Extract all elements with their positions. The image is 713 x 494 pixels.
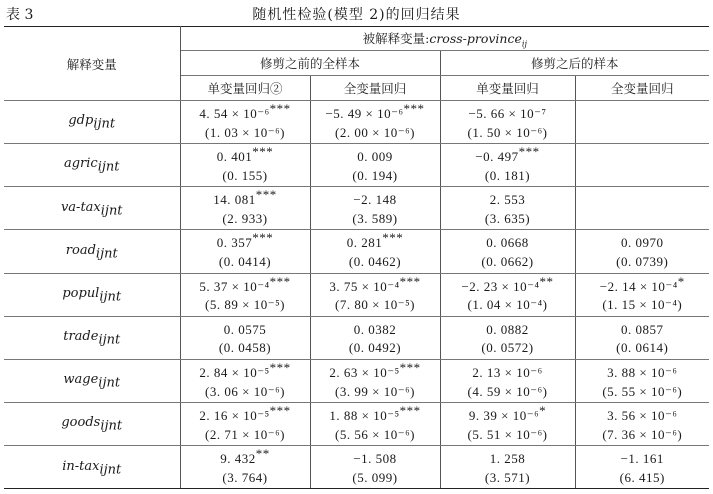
coef-cell [310, 101, 440, 123]
variable-name: in-tax [62, 458, 100, 474]
std-error-cell [310, 381, 440, 403]
variable-name: popul [62, 285, 100, 301]
significance-stars: *** [399, 359, 421, 375]
col-all-before: 全变量回归 [310, 76, 440, 101]
std-error-cell [180, 122, 310, 144]
coefficient: 0. 401 [216, 149, 253, 165]
coefficient: 4. 54 × 10⁻⁶ [199, 106, 270, 122]
coefficient: 0. 0668 [486, 235, 529, 251]
coef-cell [575, 446, 709, 468]
coefficient: 2. 84 × 10⁻⁵ [199, 365, 270, 381]
std-error: (3. 06 × 10⁻⁶) [205, 383, 285, 399]
coef-cell [310, 446, 440, 468]
std-error: (2. 00 × 10⁻⁶) [335, 124, 415, 140]
coefficient: 2. 16 × 10⁻⁵ [199, 408, 270, 424]
coef-cell [180, 101, 310, 123]
coef-cell [310, 144, 440, 166]
variable-name: trade [63, 329, 99, 345]
coef-cell [440, 316, 575, 338]
significance-stars: *** [252, 230, 274, 246]
coefficient: −2. 148 [353, 192, 397, 208]
coef-cell [575, 144, 709, 166]
significance-stars: * [677, 273, 685, 289]
std-error: (0. 0462) [348, 254, 402, 270]
variable-name-cell [4, 446, 180, 489]
coef-cell [575, 316, 709, 338]
std-error: (7. 80 × 10⁻⁵) [335, 297, 415, 313]
std-error: (3. 571) [484, 469, 531, 485]
std-error: (0. 0572) [481, 340, 534, 356]
coef-cell [575, 230, 709, 252]
std-error: (2. 933) [222, 210, 268, 226]
variable-name-cell [4, 316, 180, 359]
table-row [4, 144, 709, 166]
std-error: (5. 89 × 10⁻⁵) [205, 297, 285, 313]
std-error-cell [180, 338, 310, 360]
significance-stars: *** [399, 273, 421, 289]
coef-cell [440, 446, 575, 468]
variable-name-cell [4, 101, 180, 144]
coefficient: 1. 258 [489, 451, 526, 467]
table-row [4, 230, 709, 252]
coef-cell [180, 273, 310, 295]
variable-name-cell [4, 403, 180, 446]
std-error-cell [310, 338, 440, 360]
std-error-cell [575, 381, 709, 403]
std-error-cell [440, 467, 575, 489]
std-error-cell [440, 208, 575, 230]
coefficient: −5. 66 × 10⁻⁷ [468, 106, 547, 122]
coefficient: 2. 13 × 10⁻⁶ [472, 365, 543, 381]
std-error: (5. 56 × 10⁻⁶) [335, 426, 415, 442]
std-error: (1. 50 × 10⁻⁶) [467, 124, 548, 140]
significance-stars: *** [269, 273, 291, 289]
col-single-before: 单变量回归② [180, 76, 310, 101]
coef-cell [440, 230, 575, 252]
std-error: (0. 0614) [616, 340, 669, 356]
group-after-header: 修剪之后的样本 [440, 51, 709, 76]
coef-cell [575, 187, 709, 209]
significance-stars: *** [518, 144, 540, 160]
significance-stars: *** [255, 187, 277, 203]
std-error: (0. 155) [222, 167, 268, 183]
coefficient: −2. 23 × 10⁻⁴ [461, 278, 540, 294]
table-row [4, 273, 709, 295]
coefficient: 0. 0882 [486, 321, 529, 337]
variable-sub: ijnt [93, 116, 116, 132]
std-error-cell [575, 424, 709, 446]
std-error-cell [575, 122, 709, 144]
regression-table [4, 26, 709, 489]
table-number: 表 3 [6, 7, 34, 23]
std-error: (6. 415) [619, 469, 665, 485]
std-error: (3. 99 × 10⁻⁶) [335, 383, 415, 399]
variable-name-cell [4, 359, 180, 402]
variable-sub: ijnt [97, 159, 120, 175]
coefficient: 0. 281 [346, 235, 383, 251]
coefficient: 2. 553 [489, 192, 526, 208]
coefficient: 3. 56 × 10⁻⁶ [607, 408, 678, 424]
std-error: (3. 635) [484, 210, 531, 226]
coef-cell [180, 230, 310, 252]
variable-sub: ijnt [95, 246, 118, 262]
std-error: (0. 0492) [348, 340, 402, 356]
coefficient: −1. 161 [620, 451, 664, 467]
coefficient: 0. 0382 [353, 321, 397, 337]
variable-name-cell [4, 230, 180, 273]
table-row [4, 403, 709, 425]
dependent-sub: ij [521, 39, 527, 49]
variable-name-cell [4, 187, 180, 230]
coef-cell [575, 403, 709, 425]
coefficient: −2. 14 × 10⁻⁴ [599, 278, 678, 294]
std-error-cell [310, 424, 440, 446]
coef-cell [310, 273, 440, 295]
coef-cell [575, 101, 709, 123]
variable-name: wage [63, 372, 99, 388]
std-error: (1. 04 × 10⁻⁴) [467, 297, 548, 313]
table-caption [6, 4, 707, 24]
coefficient: 9. 39 × 10⁻⁶ [468, 408, 540, 424]
coefficient: −0. 497 [475, 149, 519, 165]
std-error: (0. 194) [352, 167, 398, 183]
significance-stars: *** [269, 101, 291, 116]
coef-cell [180, 316, 310, 338]
std-error: (0. 0414) [218, 254, 272, 270]
std-error-cell [310, 122, 440, 144]
table-title: 随机性检验(模型 2)的回归结果 [252, 7, 461, 23]
coefficient: 0. 0970 [621, 235, 664, 251]
significance-stars: *** [252, 144, 274, 160]
std-error-cell [180, 295, 310, 317]
explained-var-header: 解释变量 [4, 27, 180, 101]
std-error-cell [575, 295, 709, 317]
coefficient: 0. 357 [216, 235, 253, 251]
std-error-cell [310, 208, 440, 230]
coef-cell [440, 273, 575, 295]
std-error: (1. 03 × 10⁻⁶) [205, 124, 285, 140]
coef-cell [310, 359, 440, 381]
std-error: (5. 099) [352, 469, 398, 485]
coefficient: 2. 63 × 10⁻⁵ [329, 365, 400, 381]
table-row [4, 101, 709, 123]
significance-stars: *** [269, 403, 291, 419]
std-error: (3. 764) [222, 469, 268, 485]
dependent-var: cross-province [429, 30, 522, 46]
std-error: (0. 0662) [481, 254, 534, 270]
table-row [4, 187, 709, 209]
std-error-cell [310, 295, 440, 317]
coef-cell [180, 359, 310, 381]
variable-sub: ijnt [100, 203, 123, 219]
std-error: (7. 36 × 10⁻⁶) [602, 426, 683, 442]
coef-cell [440, 144, 575, 166]
std-error-cell [180, 467, 310, 489]
significance-stars: * [539, 403, 547, 419]
table-body [4, 101, 709, 489]
std-error-cell [310, 165, 440, 187]
variable-name: road [65, 242, 96, 258]
coef-cell [310, 403, 440, 425]
std-error-cell [180, 424, 310, 446]
coef-cell [310, 230, 440, 252]
std-error-cell [575, 252, 709, 274]
variable-sub: ijnt [98, 375, 121, 391]
variable-name: va-tax [60, 199, 101, 215]
std-error-cell [575, 338, 709, 360]
coef-cell [440, 359, 575, 381]
std-error: (0. 181) [484, 167, 531, 183]
std-error-cell [180, 381, 310, 403]
std-error-cell [310, 467, 440, 489]
coefficient: 0. 0857 [621, 321, 664, 337]
std-error-cell [180, 252, 310, 274]
variable-name-cell [4, 273, 180, 316]
std-error-cell [440, 424, 575, 446]
std-error: (5. 51 × 10⁻⁶) [467, 426, 548, 442]
significance-stars: *** [403, 101, 425, 116]
coef-cell [440, 187, 575, 209]
std-error-cell [575, 165, 709, 187]
coefficient: −5. 49 × 10⁻⁶ [325, 106, 404, 122]
table-row [4, 359, 709, 381]
coefficient: 3. 88 × 10⁻⁶ [607, 365, 678, 381]
coef-cell [180, 446, 310, 468]
significance-stars: *** [269, 359, 291, 375]
std-error-cell [440, 381, 575, 403]
variable-name: agric [63, 156, 98, 172]
col-single-after: 单变量回归 [440, 76, 575, 101]
dependent-var-header [180, 27, 709, 51]
std-error-cell [440, 338, 575, 360]
variable-sub: ijnt [100, 418, 123, 434]
std-error: (1. 15 × 10⁻⁴) [602, 297, 683, 313]
std-error: (3. 589) [352, 210, 398, 226]
coef-cell [440, 101, 575, 123]
variable-name: gdp [68, 113, 94, 129]
std-error: (5. 55 × 10⁻⁶) [602, 383, 683, 399]
variable-sub: ijnt [99, 462, 122, 478]
coef-cell [575, 359, 709, 381]
significance-stars: *** [382, 230, 404, 246]
coefficient: 0. 009 [357, 149, 393, 165]
std-error: (4. 59 × 10⁻⁶) [467, 383, 548, 399]
significance-stars: *** [399, 403, 421, 419]
std-error-cell [440, 295, 575, 317]
coef-cell [310, 316, 440, 338]
variable-sub: ijnt [98, 332, 121, 348]
coefficient: 14. 081 [213, 192, 256, 208]
coef-cell [310, 187, 440, 209]
variable-name-cell [4, 144, 180, 187]
coef-cell [440, 403, 575, 425]
std-error-cell [575, 467, 709, 489]
coef-cell [180, 144, 310, 166]
std-error: (0. 0458) [218, 340, 272, 356]
coefficient: 5. 37 × 10⁻⁴ [199, 278, 270, 294]
significance-stars: ** [539, 273, 554, 289]
std-error-cell [440, 122, 575, 144]
significance-stars: ** [255, 446, 270, 462]
coef-cell [575, 273, 709, 295]
std-error-cell [180, 208, 310, 230]
variable-sub: ijnt [99, 289, 122, 305]
coef-cell [180, 187, 310, 209]
table-row [4, 446, 709, 468]
table-row [4, 316, 709, 338]
group-before-header: 修剪之前的全样本 [180, 51, 440, 76]
dependent-prefix: 被解释变量: [362, 30, 430, 46]
coefficient: 9. 432 [220, 451, 256, 467]
coefficient: 3. 75 × 10⁻⁴ [329, 278, 400, 294]
variable-name: goods [61, 415, 101, 431]
std-error-cell [180, 165, 310, 187]
coefficient: 1. 88 × 10⁻⁵ [329, 408, 400, 424]
col-all-after: 全变量回归 [575, 76, 709, 101]
std-error-cell [440, 252, 575, 274]
coefficient: 0. 0575 [223, 321, 267, 337]
coef-cell [180, 403, 310, 425]
std-error-cell [575, 208, 709, 230]
coefficient: −1. 508 [353, 451, 397, 467]
std-error: (0. 0739) [616, 254, 669, 270]
std-error-cell [310, 252, 440, 274]
std-error-cell [440, 165, 575, 187]
std-error: (2. 71 × 10⁻⁶) [205, 426, 285, 442]
